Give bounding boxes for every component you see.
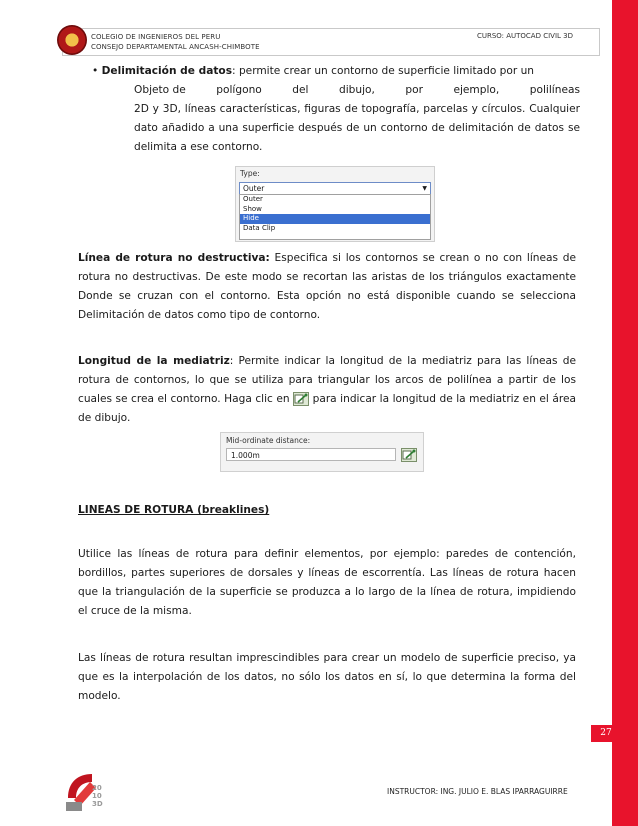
bullet-body: 2D y 3D, líneas características, figuras de topografía, parcelas y círculos. Cualquier dato añadido a una superficie después de un contorno de delimitación de datos se delimita a ese contorno. bbox=[134, 103, 580, 153]
bullet-lead: : permite crear un contorno de superficie limitado por un bbox=[232, 65, 535, 77]
svg-text:20: 20 bbox=[92, 784, 102, 792]
mid-ordinate-label: Mid-ordinate distance: bbox=[226, 436, 311, 445]
type-option-outer[interactable]: Outer bbox=[243, 195, 263, 203]
bullet-symbol: • bbox=[92, 65, 99, 77]
bullet-word: polígono bbox=[216, 84, 262, 96]
paragraph-mediatriz bbox=[78, 352, 576, 428]
svg-text:10: 10 bbox=[92, 792, 102, 800]
type-option-hide[interactable]: Hide bbox=[240, 214, 430, 224]
rotura-term: Línea de rotura no destructiva: bbox=[78, 252, 270, 264]
type-options-list bbox=[239, 194, 431, 240]
bullet-second-line bbox=[134, 81, 580, 100]
type-selected-value: Outer bbox=[243, 184, 265, 193]
header-course: CURSO: AUTOCAD CIVIL 3D bbox=[476, 32, 573, 40]
bullet-word: Objeto de bbox=[134, 84, 186, 96]
bullet-word: del bbox=[292, 84, 309, 96]
bullet-word: dibujo, bbox=[338, 84, 375, 96]
autocad-civil3d-logo-icon bbox=[62, 768, 110, 814]
college-seal-icon bbox=[57, 25, 87, 55]
type-option-data-clip[interactable]: Data Clip bbox=[243, 223, 276, 232]
header-institution-line1: COLEGIO DE INGENIEROS DEL PERU bbox=[91, 33, 221, 41]
paragraph-rotura bbox=[78, 249, 576, 339]
page-edge-band bbox=[612, 0, 638, 826]
mid-ordinate-input[interactable]: 1.000m bbox=[226, 448, 396, 461]
bullet-word: ejemplo, bbox=[453, 84, 500, 96]
paragraph-breaklines-1: Utilice las líneas de rotura para definir elementos, por ejemplo: paredes de contención, bordillos, partes superiores de dorsales y líneas de escorrentía. Las líneas de rotura hacen que la triangulación de la superficie se produzca a lo largo de la línea de rotura, impidiendo el cruce de la misma. bbox=[78, 548, 576, 617]
page-header bbox=[62, 28, 600, 56]
footer-instructor: INSTRUCTOR: ING. JULIO E. BLAS IPARRAGUIRRE bbox=[387, 787, 568, 796]
header-institution-line2: CONSEJO DEPARTAMENTAL ANCASH-CHIMBOTE bbox=[91, 43, 260, 51]
mediatriz-term: Longitud de la mediatriz bbox=[78, 355, 230, 367]
mediatriz-text-before: : Permite indicar la longitud de la mediatriz para las líneas de rotura de contornos, lo que se utiliza para triangular los arcos de polilínea a partir de los cuales se crea el contorno. Haga clic en bbox=[78, 355, 576, 405]
section-heading: LINEAS DE ROTURA (breaklines) bbox=[78, 504, 270, 516]
rotura-text: Especifica si los contornos se crean o no con líneas de rotura no destructivas. De este modo se recortan las aristas de los triángulos exactamente Donde se cruzan con el contorno. Esta opción no está disponible cuando se selecciona Delimitación de datos como tipo de contorno. bbox=[78, 252, 576, 321]
pick-distance-icon[interactable] bbox=[401, 448, 417, 462]
header-institution bbox=[91, 32, 260, 52]
bullet-term: Delimitación de datos bbox=[101, 65, 233, 77]
bullet-word: por bbox=[405, 84, 423, 96]
paragraph-breaklines-2: Las líneas de rotura resultan imprescindibles para crear un modelo de superficie preciso, ya que es la interpolación de los datos, no sólo los datos en sí, lo que determina la forma del modelo. bbox=[78, 652, 576, 702]
type-option-show[interactable]: Show bbox=[243, 204, 262, 213]
bullet-first-line bbox=[92, 62, 534, 81]
svg-text:3D: 3D bbox=[92, 800, 103, 808]
mid-ordinate-panel bbox=[220, 432, 424, 472]
mediatriz-text-after: para indicar la longitud de la mediatriz en el área de dibujo. bbox=[78, 393, 576, 424]
dropdown-arrow-icon: ▼ bbox=[422, 185, 427, 192]
page-number: 27 bbox=[591, 725, 621, 742]
bullet-word: polilíneas bbox=[529, 84, 580, 96]
pick-distance-icon[interactable] bbox=[293, 392, 309, 406]
type-panel bbox=[235, 166, 435, 242]
type-label: Type: bbox=[240, 169, 260, 178]
